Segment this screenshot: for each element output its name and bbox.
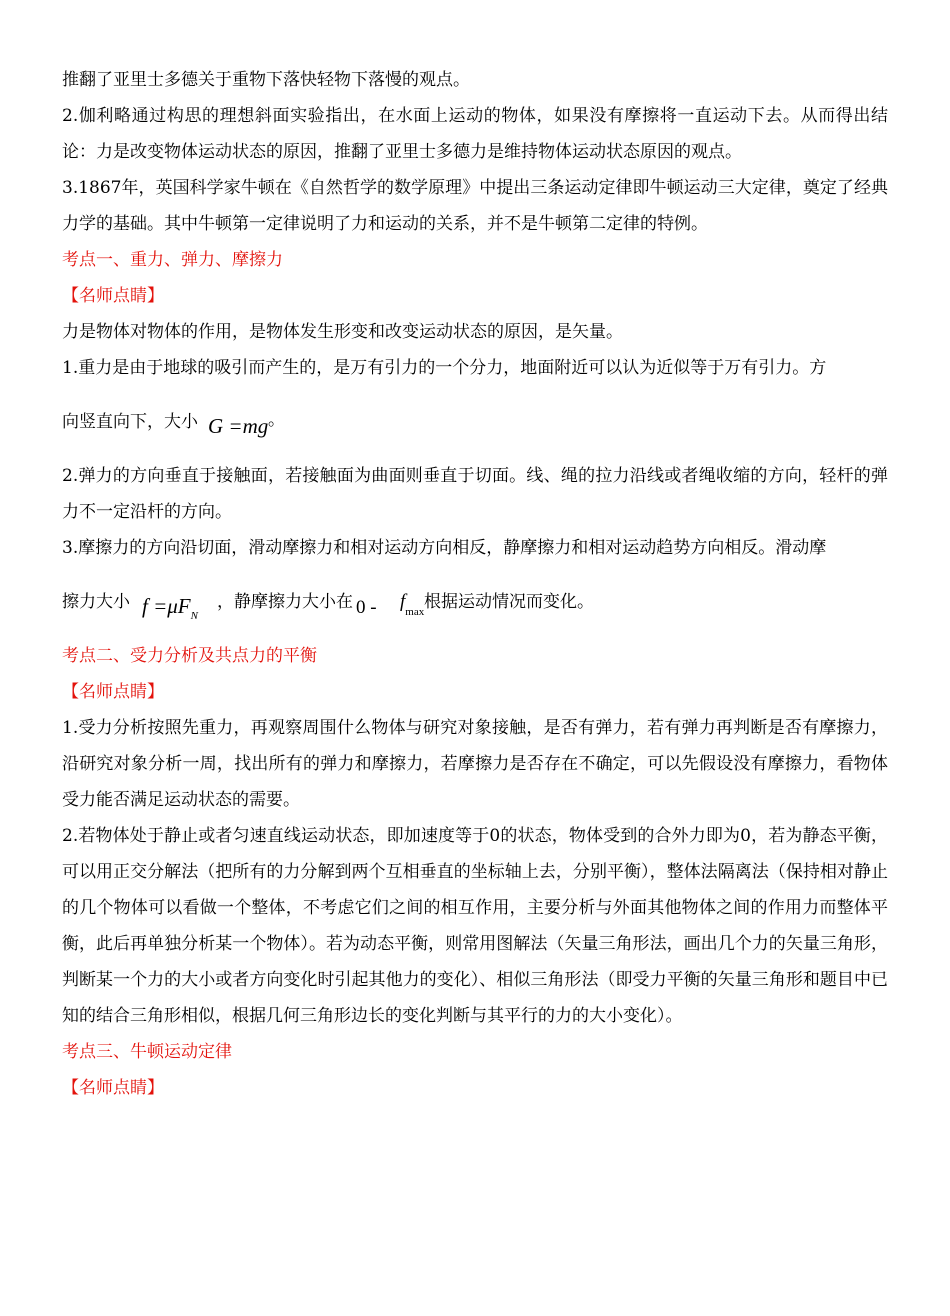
static-friction-range-start: 0 - [356, 597, 377, 618]
static-friction-max: $f_{max}$ [400, 591, 425, 618]
gravity-formula: G =mg [208, 414, 269, 438]
tip-label-1: 【名师点睛】 [62, 286, 164, 306]
paragraph-elastic-force: 2.弹力的方向垂直于接触面，若接触面为曲面则垂直于切面。线、绳的拉力沿线或者绳收缩的方向，轻杆的弹力不一定沿杆的方向。 [62, 466, 888, 522]
tip-label-3: 【名师点睛】 [62, 1078, 164, 1098]
friction-size-text: 擦力大小 [62, 592, 130, 612]
friction-change-text: 根据运动情况而变化。 [424, 592, 594, 612]
friction-formula-line [62, 566, 888, 638]
gravity-formula-end: 。 [268, 410, 285, 430]
paragraph-newton-laws: 3.1867年，英国科学家牛顿在《自然哲学的数学原理》中提出三条运动定律即牛顿运动三大定律，奠定了经典力学的基础。其中牛顿第一定律说明了力和运动的关系，并不是牛顿第二定律的特例。 [62, 178, 888, 234]
sliding-friction-formula: $f =\mu F_N$ [142, 594, 198, 622]
section-heading-1: 考点一、重力、弹力、摩擦力 [62, 250, 283, 270]
tip-label-2: 【名师点睛】 [62, 682, 164, 702]
gravity-direction-text: 向竖直向下，大小 [62, 412, 198, 432]
paragraph-equilibrium: 2.若物体处于静止或者匀速直线运动状态，即加速度等于0的状态，物体受到的合外力即为0，若为静态平衡，可以用正交分解法（把所有的力分解到两个互相垂直的坐标轴上去，分别平衡），整体法隔离法（保持相对静止的几个物体可以看做一个整体，不考虑它们之间的相互作用，主要分析与外面其他物体之间的作用力而整体平衡，此后再单独分析某一个物体）。若为动态平衡，则常用图解法（矢量三角形法，画出几个力的矢量三角形，判断某一个力的大小或者方向变化时引起其他力的变化）、相似三角形法（即受力平衡的矢量三角形和题目中已知的结合三角形相似，根据几何三角形边长的变化判断与其平行的力的大小变化）。 [62, 826, 888, 1026]
paragraph-ideal-incline: 2.伽利略通过构思的理想斜面实验指出，在水面上运动的物体，如果没有摩擦将一直运动下去。从而得出结论：力是改变物体运动状态的原因，推翻了亚里士多德力是维持物体运动状态原因的观点。 [62, 106, 888, 162]
document-page [62, 62, 888, 1106]
paragraph-force-analysis: 1.受力分析按照先重力，再观察周围什么物体与研究对象接触，是否有弹力，若有弹力再判断是否有摩擦力，沿研究对象分析一周，找出所有的弹力和摩擦力，若摩擦力是否存在不确定，可以先假设没有摩擦力，看物体受力能否满足运动状态的需要。 [62, 718, 888, 810]
section-heading-2: 考点二、受力分析及共点力的平衡 [62, 646, 317, 666]
paragraph-friction: 3.摩擦力的方向沿切面，滑动摩擦力和相对运动方向相反，静摩擦力和相对运动趋势方向相反。滑动摩 [62, 538, 827, 558]
paragraph-gravity: 1.重力是由于地球的吸引而产生的，是万有引力的一个分力，地面附近可以认为近似等于万有引力。方 [62, 358, 827, 378]
paragraph-galileo-conclusion: 推翻了亚里士多德关于重物下落快轻物下落慢的观点。 [62, 70, 470, 90]
section-heading-3: 考点三、牛顿运动定律 [62, 1042, 232, 1062]
gravity-formula-line [62, 386, 888, 458]
static-friction-text: ，静摩擦力大小在 [217, 592, 353, 612]
paragraph-force-definition: 力是物体对物体的作用，是物体发生形变和改变运动状态的原因，是矢量。 [62, 322, 623, 342]
